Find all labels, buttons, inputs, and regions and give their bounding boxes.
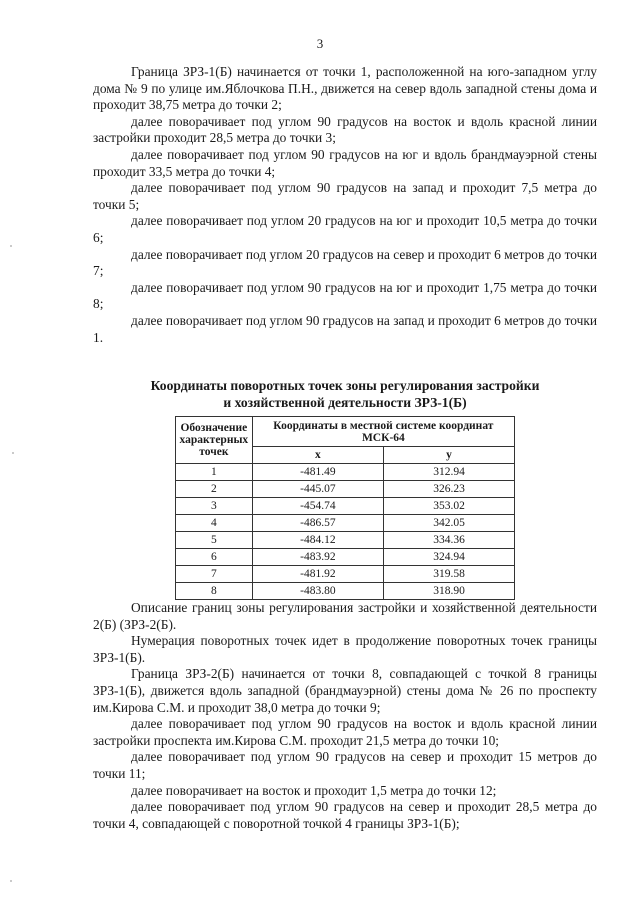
cell-point: 4 — [176, 515, 253, 532]
table-row — [176, 583, 515, 600]
cell-y: 312.94 — [384, 464, 515, 481]
cell-point: 5 — [176, 532, 253, 549]
table-row — [176, 481, 515, 498]
paragraph: Нумерация поворотных точек идет в продолжение поворотных точек границы ЗРЗ-1(Б). — [93, 633, 597, 665]
coordinates-table — [175, 416, 515, 600]
scan-speck — [10, 245, 12, 247]
paragraph: Описание границ зоны регулирования застройки и хозяйственной деятельности 2(Б) (ЗРЗ-2(Б). — [93, 600, 597, 632]
table-row — [176, 464, 515, 481]
paragraph: далее поворачивает под углом 90 градусов на запад и проходит 7,5 метра до точки 5; — [93, 180, 597, 212]
table-row — [176, 498, 515, 515]
cell-x: -483.80 — [252, 583, 383, 600]
header-x: x — [252, 447, 383, 464]
cell-y: 326.23 — [384, 481, 515, 498]
table-title-line: Координаты поворотных точек зоны регулирования застройки — [150, 378, 540, 393]
paragraph: Граница ЗРЗ-1(Б) начинается от точки 1, расположенной на юго-западном углу дома № 9 по улице им.Яблочкова П.Н., движется на север вдоль западной стены дома и проходит 38,75 метра до точки 2; — [93, 64, 597, 113]
cell-point: 7 — [176, 566, 253, 583]
table-row — [176, 515, 515, 532]
header-point-label: Обозначение характерных точек — [176, 417, 253, 464]
boundary-description-zrz1 — [93, 64, 597, 346]
paragraph: далее поворачивает под углом 90 градусов на запад и проходит 6 метров до точки 1. — [93, 312, 597, 345]
cell-x: -486.57 — [252, 515, 383, 532]
cell-point: 2 — [176, 481, 253, 498]
scan-speck — [10, 880, 12, 882]
cell-y: 353.02 — [384, 498, 515, 515]
cell-point: 6 — [176, 549, 253, 566]
paragraph: Граница ЗРЗ-2(Б) начинается от точки 8, совпадающей с точкой 8 границы ЗРЗ-1(Б), движется вдоль западной (брандмауэрной) стены дома № 26 по проспекту им.Кирова С.М. и проходит 38,0 метра до точки 9; — [93, 666, 597, 715]
paragraph: далее поворачивает под углом 90 градусов на юг и проходит 1,75 метра до точки 8; — [93, 279, 597, 312]
boundary-description-zrz2 — [93, 600, 597, 832]
cell-y: 319.58 — [384, 566, 515, 583]
scan-speck — [12, 452, 14, 454]
cell-x: -454.74 — [252, 498, 383, 515]
cell-x: -481.49 — [252, 464, 383, 481]
table-row — [176, 566, 515, 583]
table-title-line: и хозяйственной деятельности ЗРЗ-1(Б) — [223, 395, 467, 410]
table-row — [176, 549, 515, 566]
paragraph: далее поворачивает под углом 90 градусов на восток и вдоль красной линии застройки проспекта им.Кирова С.М. проходит 21,5 метра до точки 10; — [93, 716, 597, 748]
paragraph: далее поворачивает под углом 90 градусов на юг и вдоль брандмауэрной стены проходит 33,5 метра до точки 4; — [93, 146, 597, 179]
cell-y: 342.05 — [384, 515, 515, 532]
cell-x: -484.12 — [252, 532, 383, 549]
page-number: 3 — [316, 36, 324, 51]
paragraph: далее поворачивает под углом 20 градусов на юг и проходит 10,5 метра до точки 6; — [93, 213, 597, 245]
cell-y: 324.94 — [384, 549, 515, 566]
cell-point: 3 — [176, 498, 253, 515]
paragraph: далее поворачивает под углом 90 градусов на восток и вдоль красной линии застройки проходит 28,5 метра до точки 3; — [93, 113, 597, 146]
cell-y: 318.90 — [384, 583, 515, 600]
table-row — [176, 532, 515, 549]
cell-x: -481.92 — [252, 566, 383, 583]
cell-x: -483.92 — [252, 549, 383, 566]
paragraph: далее поворачивает под углом 90 градусов на север и проходит 28,5 метра до точки 4, совпадающей с поворотной точкой 4 границы ЗРЗ-1(Б); — [93, 799, 597, 831]
header-coordinates-group: Координаты в местной системе координат МСК-64 — [252, 417, 514, 447]
cell-x: -445.07 — [252, 481, 383, 498]
cell-point: 8 — [176, 583, 253, 600]
paragraph: далее поворачивает под углом 90 градусов на север и проходит 15 метров до точки 11; — [93, 749, 597, 781]
paragraph: далее поворачивает на восток и проходит 1,5 метра до точки 12; — [131, 782, 497, 798]
paragraph: далее поворачивает под углом 20 градусов на север и проходит 6 метров до точки 7; — [93, 246, 597, 279]
header-y: y — [384, 447, 515, 464]
cell-y: 334.36 — [384, 532, 515, 549]
table-title — [93, 377, 597, 411]
cell-point: 1 — [176, 464, 253, 481]
